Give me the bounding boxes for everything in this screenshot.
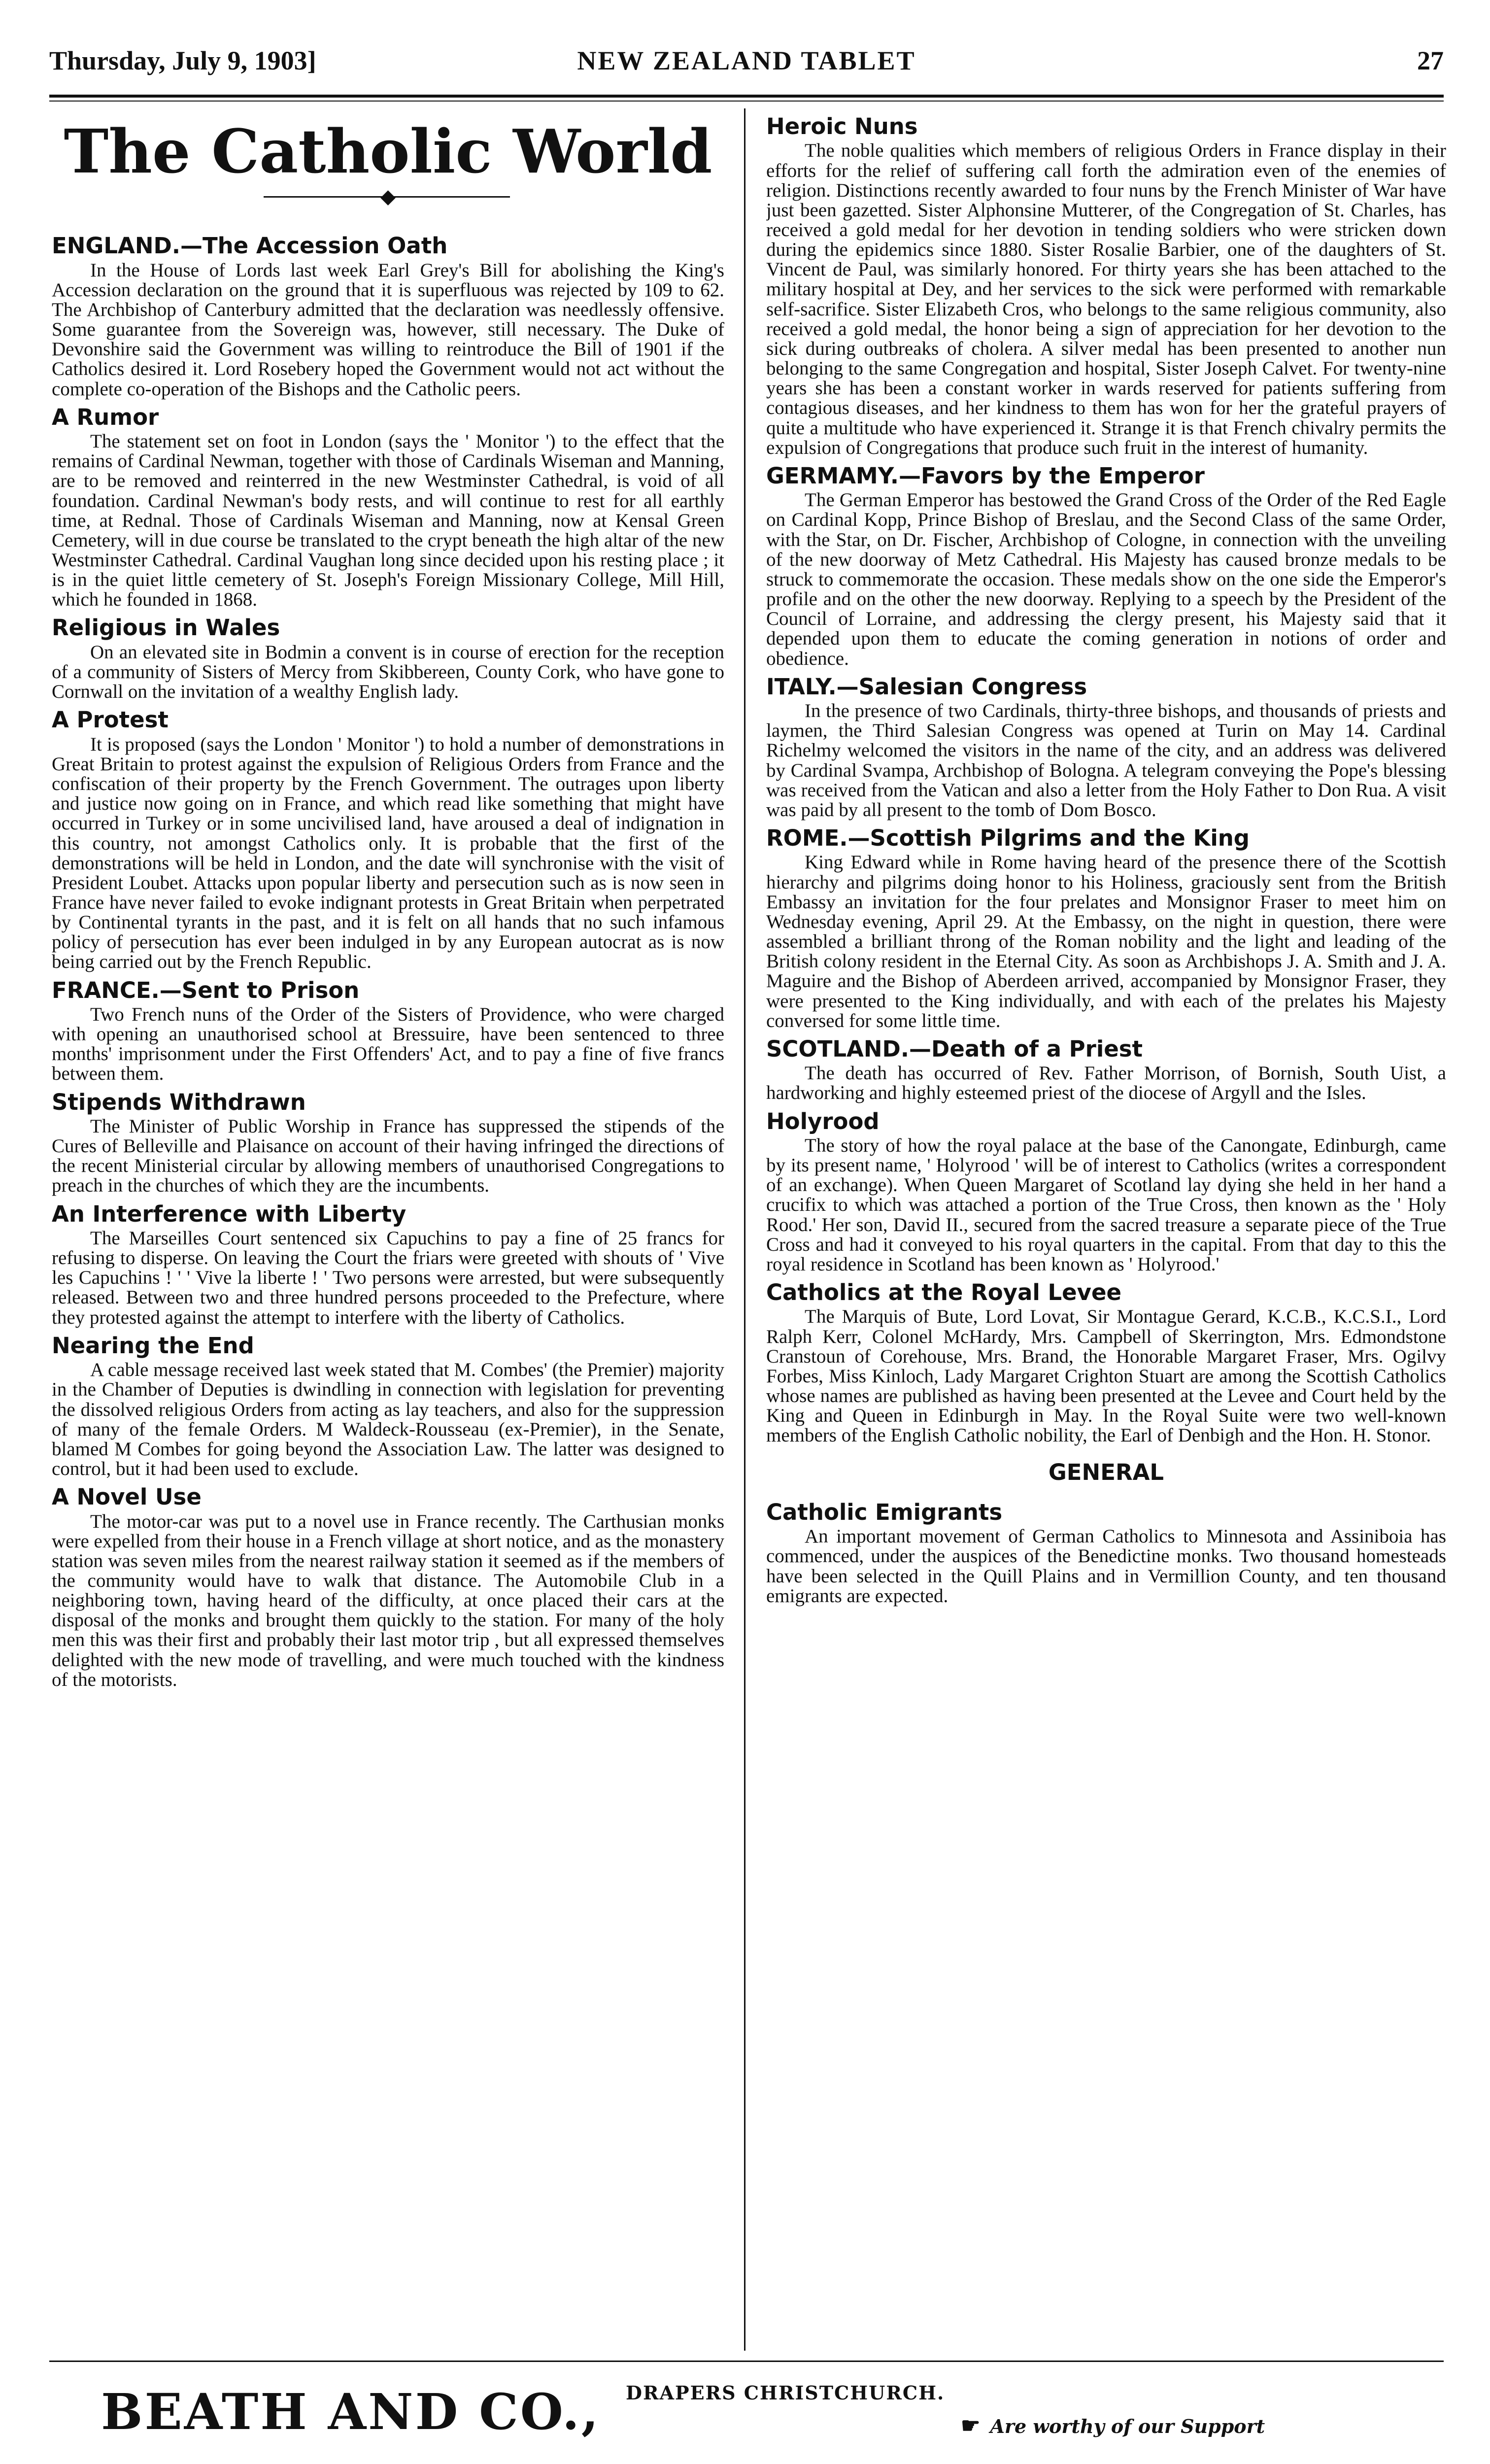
article-body: The motor-car was put to a novel use in France recently. The Carthusian monks were expelled from their house in a French village at short notice, and as the monastery station was seven miles from the nearest railway station it seemed as if the members of the community would have to walk that distance. The Automobile Club in a neighboring town, having heard of the difficulty, at once placed their cars at the disposal of the monks and brought them quickly to the station. For many of the holy men this was their first and probably their last motor trip , but all expressed themselves delighted with the new mode of travelling, and were much touched with the kindness of the motorists. [52,1510,724,1690]
article-france-sent-to-prison [52,978,724,1084]
article-heading: A Protest [52,707,169,733]
issue-date: Thursday, July 9, 1903] [49,46,316,75]
article-a-protest [52,708,724,972]
article-heading: Stipends Withdrawn [52,1089,306,1115]
article-heading: An Interference with Liberty [52,1200,406,1227]
advertisement-footer [49,2368,1444,2452]
title-ornament [52,184,724,209]
article-religious-in-wales [52,616,724,702]
article-body: The statement set on foot in London (says the ' Monitor ') to the effect that the remains of Cardinal Newman, together with those of Cardinals Wiseman and Manning, are to be removed and reinterred in the new Westminster Cathedral, is void of all foundation. Cardinal Newman's body rests, and will continue to rest for all earthly time, at Rednal. Those of Cardinals Wiseman and Manning, now at Kensal Green Cemetery, will in due course be translated to the crypt beneath the high altar of the new Westminster Cathedral. Cardinal Vaughan long since decided upon his resting place ; it is in the quiet little cemetery of St. Joseph's Foreign Missionary College, Mill Hill, which he founded in 1868. [52,431,724,611]
article-heading: ITALY.—Salesian Congress [766,673,1087,700]
article-heading: FRANCE.—Sent to Prison [52,977,360,1003]
article-body: In the presence of two Cardinals, thirty-three bishops, and thousands of priests and laymen, the Third Salesian Congress was opened at Turin on May 14. Cardinal Richelmy welcomed the visitors in the name of the city, and an address was delivered by Cardinal Svampa, Archbishop of Bologna. A telegram conveying the Pope's blessing was received from the Vatican and also a letter from the Holy Father to Don Rua. A visit was paid by all present to the tomb of Dom Bosco. [766,700,1446,821]
footer-rule [49,2361,1444,2362]
article-body: The Marseilles Court sentenced six Capuchins to pay a fine of 25 francs for refusing to disperse. On leaving the Court the friars were greeted with shouts of ' Vive les Capuchins ! ' ' Vive la liberte ! ' Two persons were arrested, but were subsequently released. Between two and three hundred persons proceeded to the Prefecture, where they protested against the attempt to interfere with the liberty of Catholics. [52,1228,724,1328]
article-heading: A Novel Use [52,1484,202,1510]
article-body: The Marquis of Bute, Lord Lovat, Sir Montague Gerard, K.C.B., K.C.S.I., Lord Ralph Kerr, Colonel McHardy, Mrs. Campbell of Skerrington, Mrs. Edmondstone Cranstoun of Corehouse, Mrs. Brand, the Honorable Margaret Fraser, Mrs. Ogilvy Forbes, Miss Kinloch, Lady Margaret Crighton Stuart are among the Scottish Catholics whose names are published as having been presented at the Levee and Court held by the King and Queen in Edinburgh in May. In the Royal Suite were two well-known members of the English Catholic nobility, the Earl of Denbigh and the Hon. H. Stonor. [766,1306,1446,1446]
article-heading: A Rumor [52,404,159,430]
page-title: The Catholic World [64,116,712,187]
article-holyrood [766,1109,1446,1274]
section-heading-general: GENERAL [1048,1459,1164,1486]
article-body: The story of how the royal palace at the base of the Canongate, Edinburgh, came by its present name, ' Holyrood ' will be of interest to Catholics (writes a correspondent of an exchange). When Queen Margaret of Scotland lay dying she held in her hand a crucifix to which was attached a portion of the True Cross, then known as the ' Holy Rood.' Her son, David II., secured from the sacred treasure a separate piece of the True Cross and had it conveyed to his royal quarters in the capital. From that day to this the royal residence in Scotland has been known as ' Holyrood.' [766,1134,1446,1275]
advertiser-tagline: DRAPERS CHRISTCHURCH. [626,2382,945,2404]
article-interference-with-liberty [52,1202,724,1328]
pointing-hand-icon: ☛ [961,2413,981,2438]
article-body: Two French nuns of the Order of the Sisters of Providence, who were charged with opening an unauthorised school at Bressuire, have been sentenced to three months' imprisonment under the First Offenders' Act, and to pay a fine of five francs between them. [52,1003,724,1085]
article-heading: Catholics at the Royal Levee [766,1279,1122,1305]
article-body: The Minister of Public Worship in France has suppressed the stipends of the Cures of Belleville and Plaisance on account of their having infringed the directions of the recent Ministerial circular by allowing members of unauthorised Congregations to preach in the churches of which they are the incumbents. [52,1116,724,1197]
header-rule-thin [49,101,1444,102]
article-stipends-withdrawn [52,1090,724,1196]
header-rule [49,95,1444,98]
article-heading: Heroic Nuns [766,113,918,139]
article-germany-favors [766,464,1446,669]
article-rome-scottish-pilgrims [766,826,1446,1031]
article-body: A cable message received last week stated that M. Combes' (the Premier) majority in the Chamber of Deputies is dwindling in connection with legislation for preventing the dissolved religious Orders from acting as lay teachers, and also for the suppression of many of the female Orders. M Waldeck-Rousseau (ex-Premier), in the Senate, blamed M Combes for going beyond the Association Law. The latter was designed to control, but it had been used to exclude. [52,1359,724,1479]
article-body: The German Emperor has bestowed the Grand Cross of the Order of the Red Eagle on Cardinal Kopp, Prince Bishop of Breslau, and the Second Class of the same Order, with the Star, on Dr. Fischer, Archbishop of Cologne, in connection with the unveiling of the new doorway of Metz Cathedral. His Majesty has caused bronze medals to be struck to commemorate the occasion. These medals show on the one side the Emperor's profile and on the other the new doorway. Replying to a speech by the President of the Council of Lorraine, and addressing the clergy present, his Majesty said that it depended upon them to educate the coming generation in notions of order and obedience. [766,489,1446,669]
article-italy-salesian-congress [766,675,1446,820]
article-heading: Nearing the End [52,1332,254,1359]
article-body: The noble qualities which members of religious Orders in France display in their efforts for the relief of suffering call forth the admiration even of the enemies of religion. Distinctions recently awarded to four nuns by the French Minister of War have just been gazetted. Sister Alphonsine Mutterer, of the Congregation of St. Charles, has received a gold medal for her devotion in tending soldiers who were stricken down during the epidemics since 1880. Sister Rosalie Barbier, one of the daughters of St. Vincent de Paul, was similarly honored. For thirty years she has been attached to the military hospital at Dey, and her services to the sick were performed with remarkable self-sacrifice. Sister Elizabeth Cros, who belongs to the same religious community, also received a gold medal, the honor being a sign of appreciation for her devotion to the sick during outbreaks of cholera. A silver medal has been presented to another nun belonging to the same Congregation and hospital, Sister Joseph Calvet. For twenty-nine years she has been a constant worker in wards reserved for patients suffering from contagious diseases, and her kindness to them has won for her the grateful prayers of quite a multitude who have experienced it. Strange it is that French chivalry permits the expulsion of Congregations that produce such fruit in the interest of humanity. [766,140,1446,458]
article-body: An important movement of German Catholics to Minnesota and Assiniboia has commenced, under the auspices of the Benedictine monks. Two thousand homesteads have been selected in the Quill Plains and in Vermillion County, and ten thousand emigrants are expected. [766,1526,1446,1607]
article-scotland-death-of-priest [766,1037,1446,1103]
article-england-accession-oath [52,234,724,399]
column-divider [744,108,745,2351]
advertiser-name: BEATH AND CO., [101,2383,601,2441]
article-heading: ROME.—Scottish Pilgrims and the King [766,825,1250,852]
article-body: On an elevated site in Bodmin a convent is in course of erection for the reception of a community of Sisters of Mercy from Skibbereen, County Cork, who have gone to Cornwall on the invitation of a wealthy English lady. [52,641,724,703]
right-column [766,108,1446,2351]
article-a-novel-use [52,1485,724,1690]
article-heading: Holyrood [766,1108,880,1134]
article-heading: SCOTLAND.—Death of a Priest [766,1035,1143,1062]
diamond-icon: ◆ [380,185,396,208]
article-body: In the House of Lords last week Earl Grey's Bill for abolishing the King's Accession declaration on the ground that it is superfluous was rejected by 109 to 62. The Archbishop of Canterbury admitted that the declaration was needlessly offensive. Some guarantee from the Sovereign was, however, still necessary. The Duke of Devonshire said the Government was willing to reintroduce the Bill of 1901 if the Catholics desired it. Lord Rosebery hoped the Government would not act without the complete co-operation of the Bishops and the Catholic peers. [52,259,724,400]
article-heading: ENGLAND.—The Accession Oath [52,233,448,259]
article-catholic-emigrants [766,1500,1446,1606]
left-column [52,108,724,2351]
article-heading: Religious in Wales [52,615,280,641]
article-body: It is proposed (says the London ' Monitor ') to hold a number of demonstrations in Great Britain to protest against the expulsion of Religious Orders from France and the confiscation of their property by the French Government. The outrages upon liberty and justice now going on in France, and which read like something that might have occurred in Turkey or in some uncivilised land, have aroused a deal of indignation in this country, not amongst Catholics only. It is probable that the first of the demonstrations will be held in London, and the date will synchronise with the visit of President Loubet. Attacks upon popular liberty and persecution such as is now seen in France have never failed to evoke indignant protests in Great Britain when perpetrated by Continental tyrants in the past, and it is felt on all hands that no such infamous policy of persecution has ever been indulged in by any European autocrat as is now being carried out by the French Republic. [52,733,724,973]
page-header [49,45,1444,100]
article-heading: Catholic Emigrants [766,1499,1003,1525]
article-body: The death has occurred of Rev. Father Morrison, of Bornish, South Uist, a hardworking and highly esteemed priest of the diocese of Argyll and the Isles. [766,1062,1446,1104]
page-number: 27 [1417,46,1444,75]
article-body: King Edward while in Rome having heard of the presence there of the Scottish hierarchy and pilgrims doing honor to his Holiness, graciously sent from the British Embassy an invitation for the four prelates and Monsignor Fraser to meet him on Wednesday evening, April 29. At the Embassy, on the night in question, there were assembled a brilliant throng of the Roman nobility and the light and leading of the British colony resident in the Eternal City. As soon as Archbishops J. A. Smith and J. A. Maguire and the Bishop of Aberdeen arrived, accompanied by Monsignor Fraser, they were presented to the King individually, and with each of the prelates his Majesty conversed for some little time. [766,852,1446,1031]
article-royal-levee [766,1280,1446,1445]
support-text: Are worthy of our Support [990,2415,1265,2437]
article-heading: GERMAMY.—Favors by the Emperor [766,462,1205,489]
article-nearing-the-end [52,1334,724,1479]
support-note [961,2413,1265,2438]
article-heroic-nuns [766,114,1446,458]
article-a-rumor [52,405,724,610]
masthead: NEW ZEALAND TABLET [577,46,916,75]
